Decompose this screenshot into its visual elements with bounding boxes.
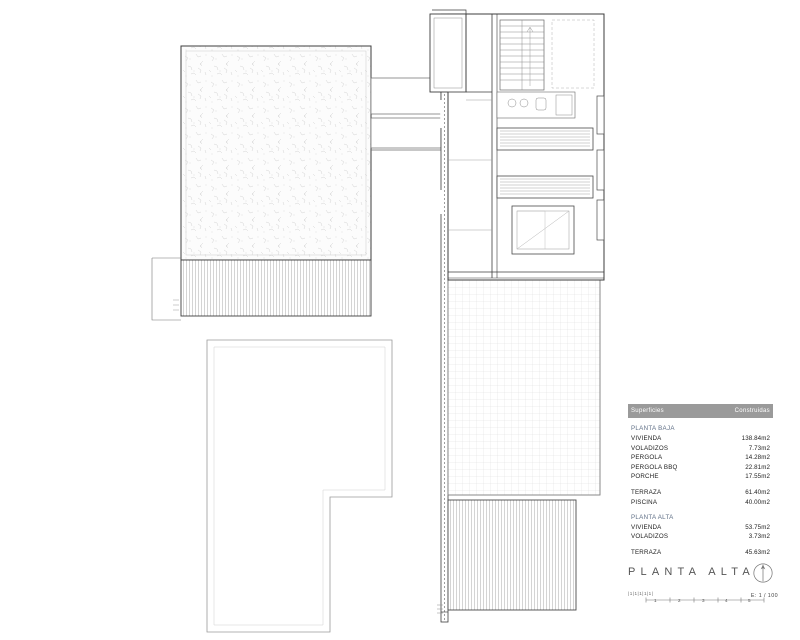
legend-row: [628, 498, 773, 508]
legend-row-value: 45.63m2: [745, 549, 770, 556]
scale-number: 5: [748, 598, 751, 603]
scale-ruler-ticks: |1|1|1|1|1|: [628, 591, 654, 596]
legend-row-value: 14.28m2: [745, 454, 770, 462]
legend-group: [628, 548, 773, 558]
scale-bar: [628, 592, 778, 602]
legend-group: [628, 424, 773, 482]
legend-row-value: 138.84m2: [741, 434, 770, 442]
scale-number: 3: [702, 598, 705, 603]
legend-row: [628, 453, 773, 463]
legend-row-label: VIVIENDA: [631, 434, 662, 442]
legend-row-value: 17.55m2: [745, 473, 770, 481]
legend-group: [628, 488, 773, 507]
legend-header-left: Superficies: [631, 407, 664, 414]
legend-row-value: 22.81m2: [745, 463, 770, 471]
legend-body: [628, 418, 773, 557]
north-arrow-icon: [752, 562, 774, 584]
scale-number: 2: [678, 598, 681, 603]
legend-row: [628, 444, 773, 454]
legend-header-right: Construidas: [734, 407, 770, 414]
plan-title: PLANTA ALTA: [628, 566, 755, 578]
legend-row-label: VOLADIZOS: [631, 533, 669, 541]
legend-row-value: 61.40m2: [745, 488, 770, 496]
legend-row-value: 7.73m2: [748, 444, 770, 452]
legend-row: [628, 472, 773, 482]
legend-row-label: PERGOLA BBQ: [631, 463, 678, 471]
legend-row: [628, 434, 773, 444]
legend-row-value: 3.73m2: [748, 533, 770, 541]
legend-row-label: PISCINA: [631, 498, 658, 506]
legend-row: [628, 488, 773, 498]
legend-row-label: PERGOLA: [631, 454, 663, 462]
legend-row: [628, 532, 773, 542]
surface-legend: [628, 404, 773, 564]
legend-header: [628, 404, 773, 418]
scale-ratio: E: 1 / 100: [750, 593, 778, 599]
legend-group-title: PLANTA ALTA: [631, 514, 674, 522]
legend-row-label: VIVIENDA: [631, 523, 662, 531]
legend-group-title: PLANTA BAJA: [631, 425, 675, 433]
scale-number: 1: [654, 598, 657, 603]
legend-row-label: VOLADIZOS: [631, 444, 669, 452]
scale-number: 4: [725, 598, 728, 603]
legend-row: [628, 548, 773, 558]
legend-row-value: 40.00m2: [745, 498, 770, 506]
legend-row-label: TERRAZA: [631, 488, 662, 496]
legend-row-value: 53.75m2: [745, 523, 770, 531]
legend-row: [628, 523, 773, 533]
legend-row-label: PORCHE: [631, 473, 659, 481]
legend-group: [628, 513, 773, 542]
legend-row-label: TERRAZA: [631, 549, 662, 556]
title-block: [628, 566, 778, 578]
legend-row: [628, 463, 773, 473]
